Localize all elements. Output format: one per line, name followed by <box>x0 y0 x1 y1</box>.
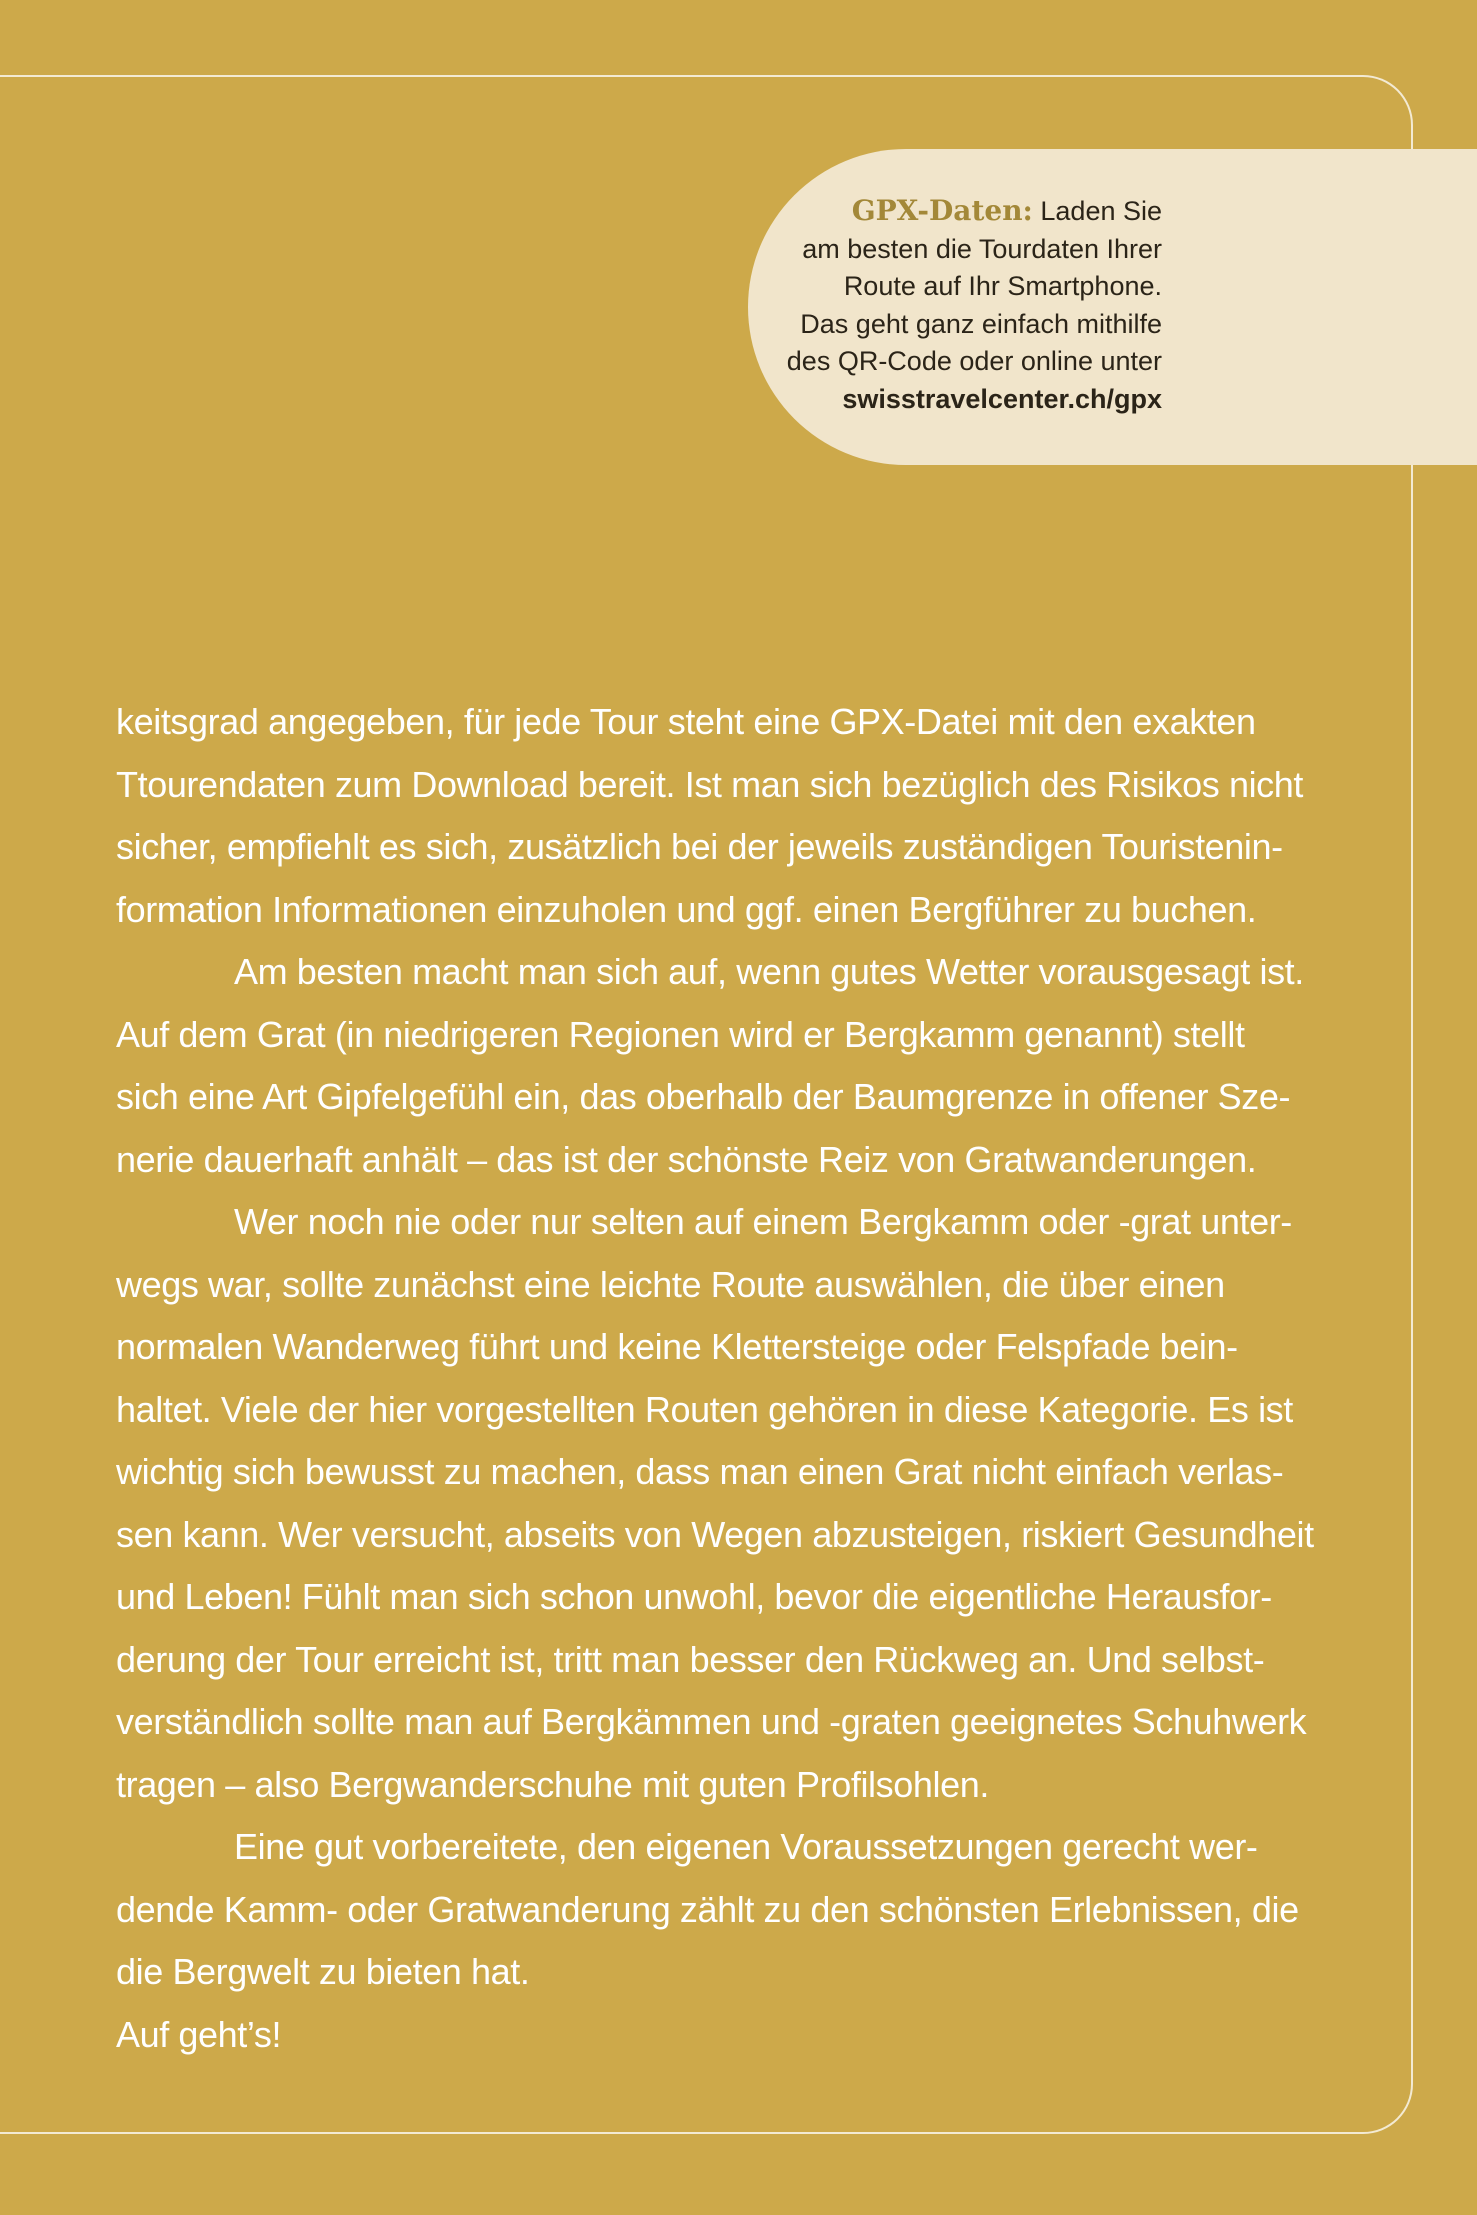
gpx-line: Route auf Ihr Smartphone. <box>843 271 1162 301</box>
body-line: verständlich sollte man auf Bergkämmen und -graten geeignetes Schuhwerk <box>116 1701 1307 1742</box>
body-text <box>116 691 1341 2066</box>
body-line: die Bergwelt zu bieten hat. <box>116 1951 530 1992</box>
body-line: wichtig sich bewusst zu machen, dass man einen Grat nicht einfach verlas- <box>116 1451 1284 1492</box>
body-line: Auf geht’s! <box>116 2013 282 2055</box>
gpx-line: des QR-Code oder online unter <box>786 346 1162 376</box>
gpx-label: GPX-Daten: <box>851 194 1033 227</box>
body-line: derung der Tour erreicht ist, tritt man besser den Rückweg an. Und selbst- <box>116 1638 1265 1680</box>
gpx-line: Das geht ganz einfach mithilfe <box>800 308 1162 339</box>
body-line: haltet. Viele der hier vorgestellten Routen gehören in diese Kategorie. Es ist <box>116 1388 1293 1430</box>
body-line: sen kann. Wer versucht, abseits von Wegen abzusteigen, riskiert Gesundheit <box>116 1513 1314 1555</box>
body-line: keitsgrad angegeben, für jede Tour steht eine GPX-Datei mit den exakten <box>116 701 1256 742</box>
gpx-callout-text <box>742 192 1162 418</box>
body-line: Eine gut vorbereitete, den eigenen Voraussetzungen gerecht wer- <box>234 1826 1258 1867</box>
body-line: formation Informationen einzuholen und ggf. einen Bergführer zu buchen. <box>116 888 1257 930</box>
body-line: sicher, empfiehlt es sich, zusätzlich bei der jeweils zuständigen Touristenin- <box>116 826 1283 867</box>
body-line: sich eine Art Gipfelgefühl ein, das oberhalb der Baumgrenze in offener Sze- <box>116 1076 1291 1117</box>
body-line: und Leben! Fühlt man sich schon unwohl, bevor die eigentliche Herausfor- <box>116 1576 1272 1617</box>
body-line: Ttourendaten zum Download bereit. Ist man sich bezüglich des Risikos nicht <box>116 763 1303 805</box>
gpx-line: Laden Sie <box>1032 196 1162 226</box>
body-line: dende Kamm- oder Gratwanderung zählt zu den schönsten Erlebnissen, die <box>116 1888 1299 1930</box>
body-line: Am besten macht man sich auf, wenn gutes Wetter vorausgesagt ist. <box>234 951 1304 992</box>
body-line: normalen Wanderweg führt und keine Klettersteige oder Felspfade bein- <box>116 1326 1238 1367</box>
body-line: tragen – also Bergwanderschuhe mit guten Profilsohlen. <box>116 1763 989 1805</box>
gpx-line: am besten die Tourdaten Ihrer <box>802 233 1162 264</box>
body-line: Auf dem Grat (in niedrigeren Regionen wird er Bergkamm genannt) stellt <box>116 1013 1245 1055</box>
body-line: Wer noch nie oder nur selten auf einem Bergkamm oder -grat unter- <box>234 1201 1292 1242</box>
gpx-url: swisstravelcenter.ch/gpx <box>842 383 1162 414</box>
body-line: nerie dauerhaft anhält – das ist der schönste Reiz von Gratwanderungen. <box>116 1138 1257 1180</box>
body-line: wegs war, sollte zunächst eine leichte Route auswählen, die über einen <box>116 1263 1225 1305</box>
